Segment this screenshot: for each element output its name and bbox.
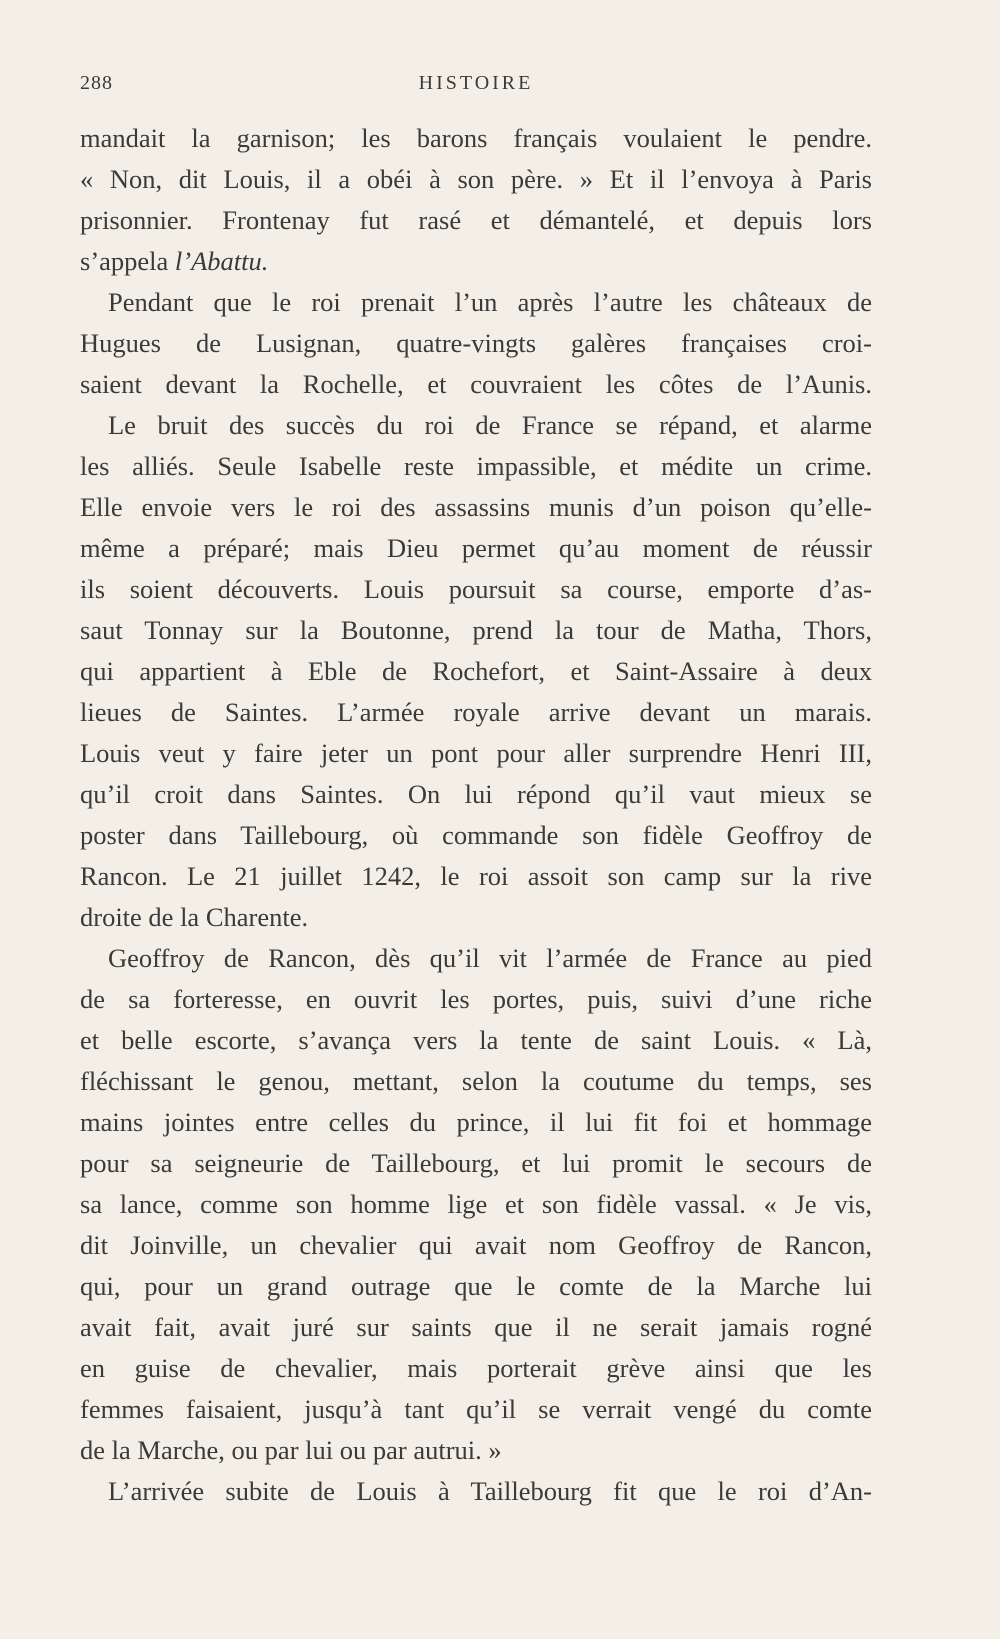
text-line: mandait la garnison; les barons français voulaient le pendre. <box>80 123 872 153</box>
text-line: Elle envoie vers le roi des assassins munis d’un poison qu’elle- <box>80 492 872 522</box>
text-line: qui appartient à Eble de Rochefort, et Saint-Assaire à deux <box>80 656 872 686</box>
text-line: qu’il croit dans Saintes. On lui répond qu’il vaut mieux se <box>80 779 872 809</box>
text-line: saut Tonnay sur la Boutonne, prend la tour de Matha, Thors, <box>80 615 872 645</box>
text-line: droite de la Charente. <box>80 902 309 932</box>
body-text <box>80 118 872 1512</box>
text-line: Hugues de Lusignan, quatre-vingts galères françaises croi- <box>80 328 872 358</box>
text-line: pour sa seigneurie de Taillebourg, et lui promit le secours de <box>80 1148 872 1178</box>
text-line: saient devant la Rochelle, et couvraient les côtes de l’Aunis. <box>80 369 872 399</box>
text-line: femmes faisaient, jusqu’à tant qu’il se verrait vengé du comte <box>80 1394 872 1424</box>
text-line: « Non, dit Louis, il a obéi à son père. » Et il l’envoya à Paris <box>80 164 872 194</box>
text-line: ils soient découverts. Louis poursuit sa course, emporte d’as- <box>80 574 872 604</box>
text-line: Le bruit des succès du roi de France se répand, et alarme <box>108 410 872 440</box>
running-head: HISTOIRE <box>418 72 534 94</box>
text-line: même a préparé; mais Dieu permet qu’au moment de réussir <box>80 533 872 563</box>
page-number: 288 <box>80 72 113 94</box>
text-line: en guise de chevalier, mais porterait grève ainsi que les <box>80 1353 872 1383</box>
text-line: fléchissant le genou, mettant, selon la coutume du temps, ses <box>80 1066 872 1096</box>
text-line <box>80 241 872 282</box>
text-line: Pendant que le roi prenait l’un après l’autre les châteaux de <box>108 287 872 317</box>
text-line: de sa forteresse, en ouvrit les portes, puis, suivi d’une riche <box>80 984 872 1014</box>
text-line: et belle escorte, s’avança vers la tente de saint Louis. « Là, <box>80 1025 872 1055</box>
text-line: Rancon. Le 21 juillet 1242, le roi assoit son camp sur la rive <box>80 861 872 891</box>
text-line: sa lance, comme son homme lige et son fidèle vassal. « Je vis, <box>80 1189 872 1219</box>
page-header <box>80 72 872 102</box>
text-line: les alliés. Seule Isabelle reste impassible, et médite un crime. <box>80 451 872 481</box>
text-line: de la Marche, ou par lui ou par autrui. » <box>80 1435 502 1465</box>
text-line: poster dans Taillebourg, où commande son fidèle Geoffroy de <box>80 820 872 850</box>
text-line: dit Joinville, un chevalier qui avait nom Geoffroy de Rancon, <box>80 1230 872 1260</box>
italic-text: l’Abattu. <box>174 246 269 276</box>
text-line: lieues de Saintes. L’armée royale arrive devant un marais. <box>80 697 872 727</box>
text-line: Louis veut y faire jeter un pont pour aller surprendre Henri III, <box>80 738 872 768</box>
text-line: qui, pour un grand outrage que le comte de la Marche lui <box>80 1271 872 1301</box>
text-fragment: s’appela <box>80 246 169 276</box>
text-line: avait fait, avait juré sur saints que il ne serait jamais rogné <box>80 1312 872 1342</box>
text-line: prisonnier. Frontenay fut rasé et démantelé, et depuis lors <box>80 205 872 235</box>
text-line: mains jointes entre celles du prince, il lui fit foi et hommage <box>80 1107 872 1137</box>
text-line: L’arrivée subite de Louis à Taillebourg fit que le roi d’An- <box>108 1476 872 1506</box>
text-line: Geoffroy de Rancon, dès qu’il vit l’armée de France au pied <box>108 943 872 973</box>
